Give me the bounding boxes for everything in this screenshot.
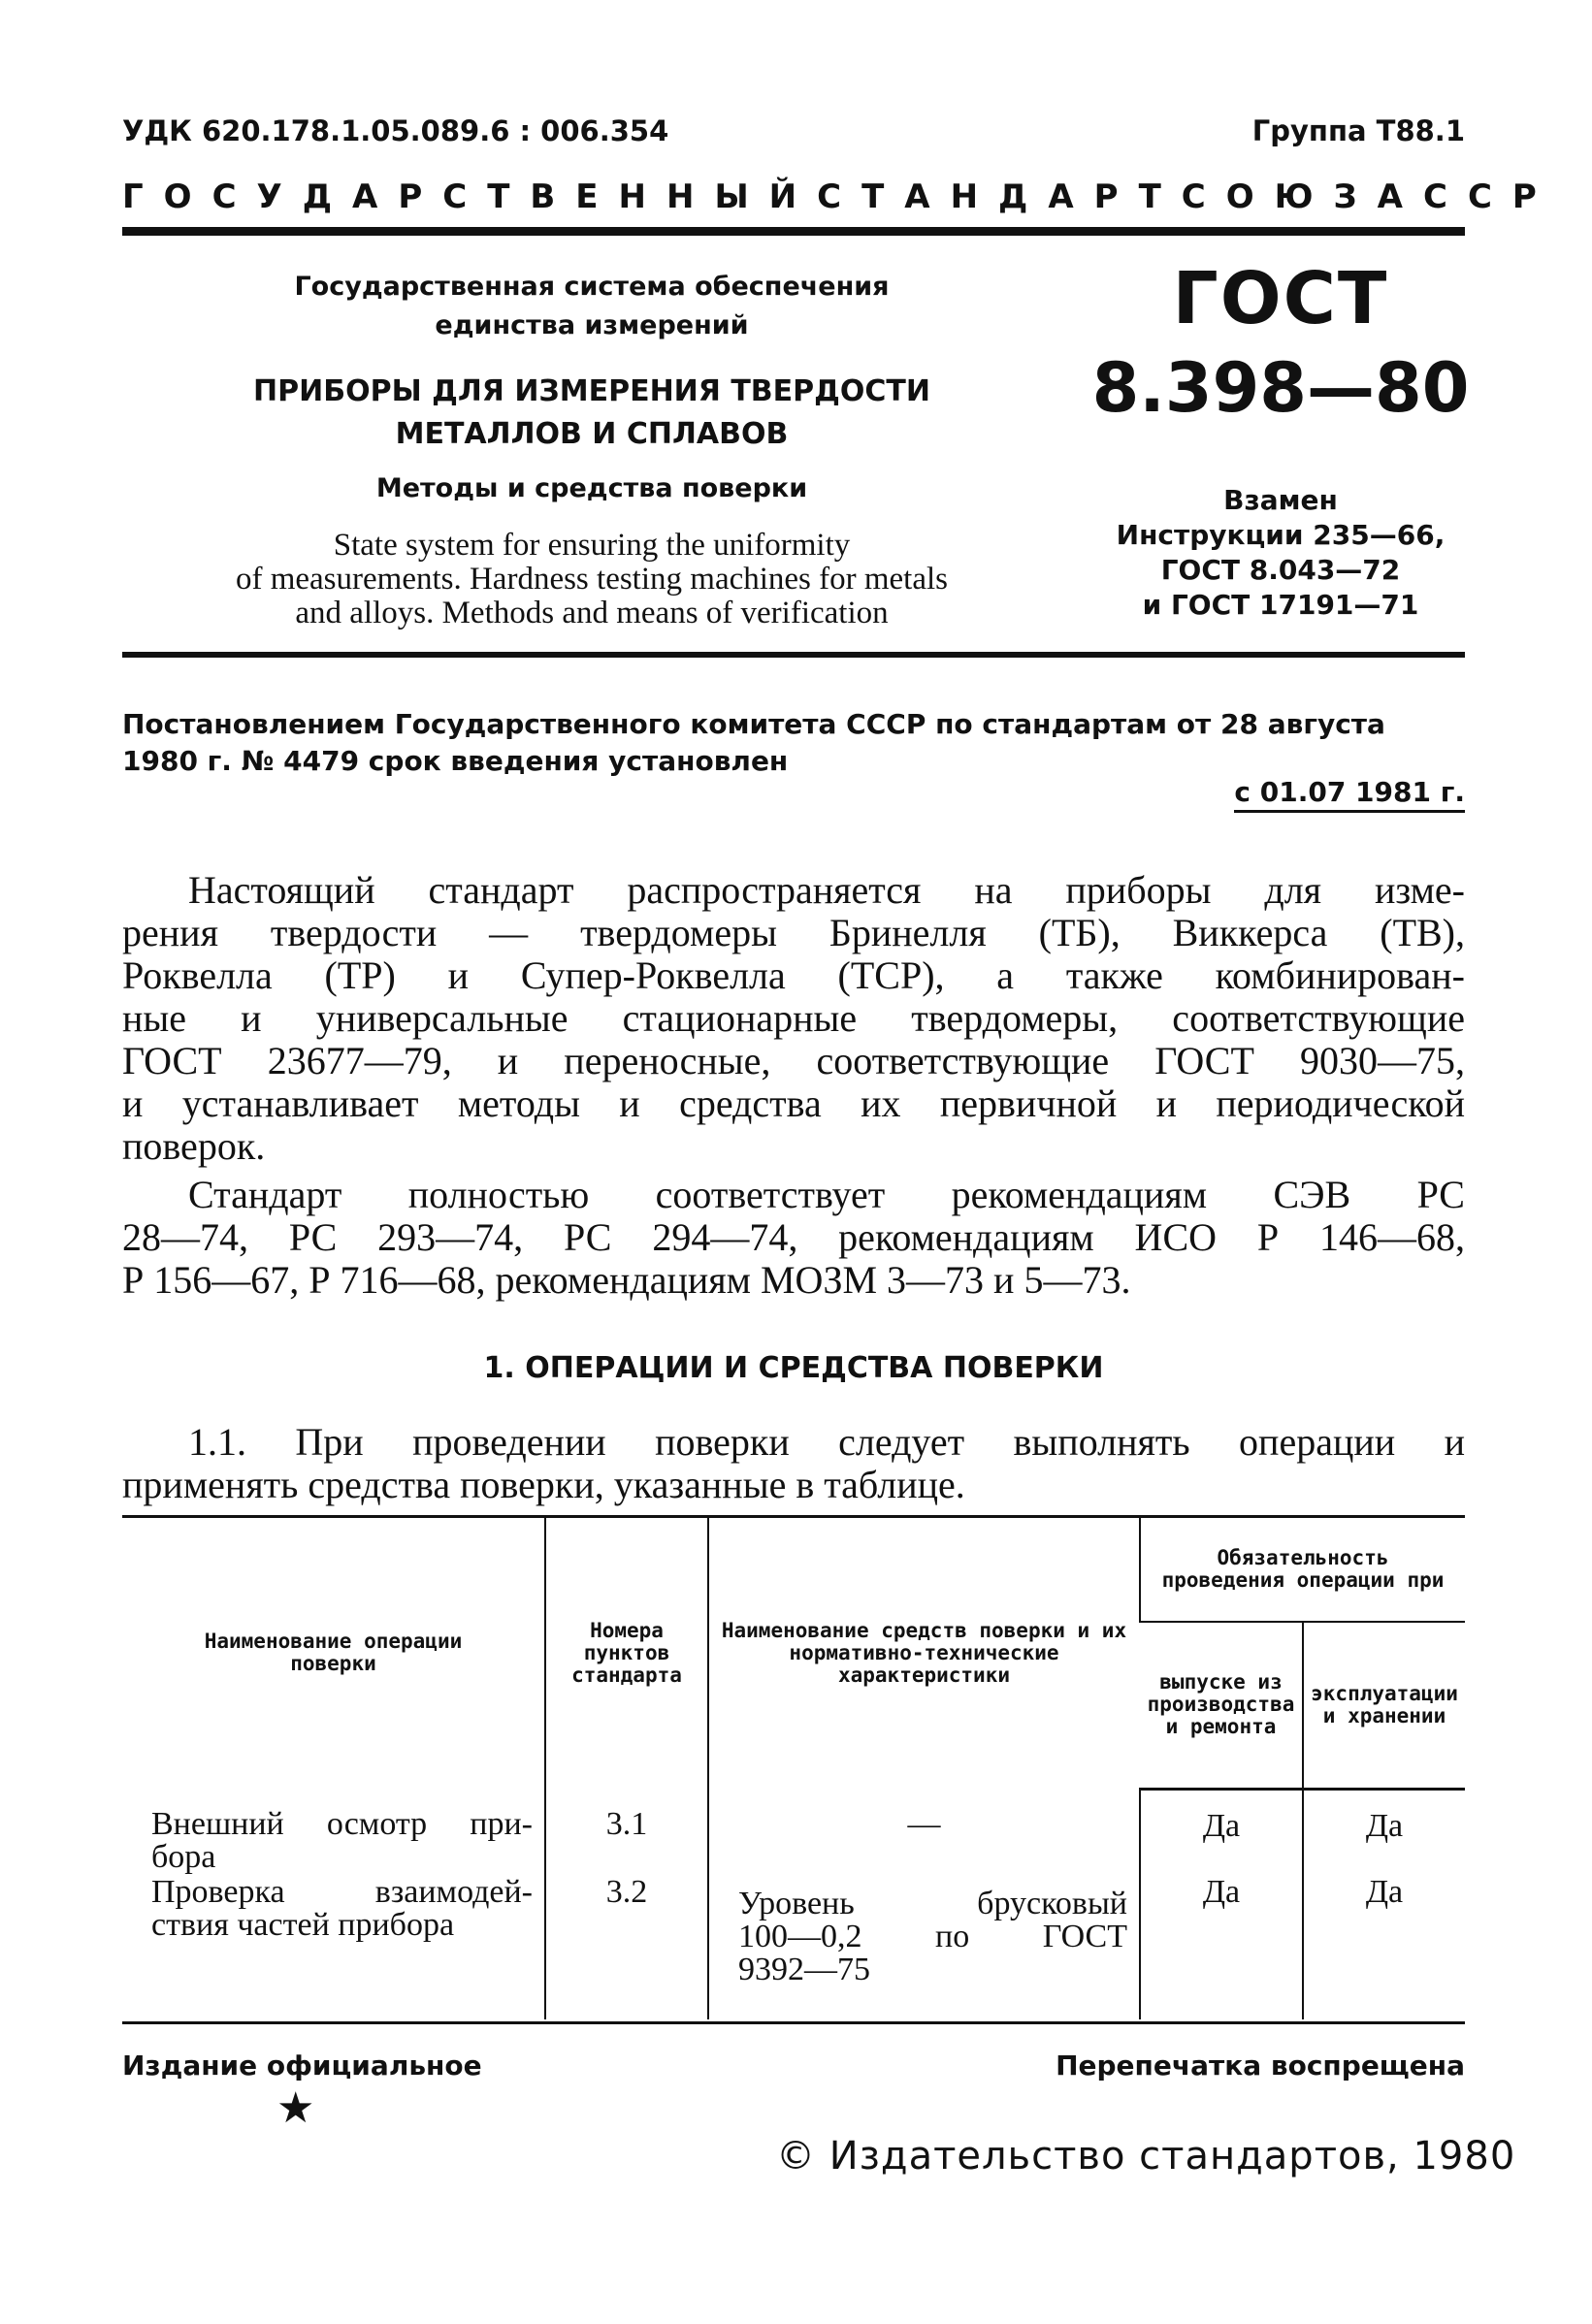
operation-cell <box>122 1874 545 2019</box>
paragraph-line: и устанавливает методы и средства их первичной и периодической <box>122 1081 1465 1125</box>
methods-subtitle: Методы и средства поверки <box>375 473 808 503</box>
header-bottom-rule <box>122 652 1465 658</box>
paragraph-line: ные и универсальные стационарные твердомеры, соответствующие <box>122 996 1465 1040</box>
col-header-operation: Наименование операции поверки <box>204 1630 463 1675</box>
banner-word: ГОСУДАРСТВЕННЫЙ <box>122 178 818 216</box>
top-thick-rule <box>122 227 1465 236</box>
cell-line: 9392—75 <box>738 1952 870 1987</box>
official-edition-note: Издание официальное <box>122 2050 482 2082</box>
document-title-line: ПРИБОРЫ ДЛЯ ИЗМЕРЕНИЯ ТВЕРДОСТИ <box>253 374 930 408</box>
cell-line: Уровень брусковый <box>738 1886 1127 1921</box>
paragraph-line: Настоящий стандарт распространяется на приборы для изме- <box>188 868 1465 912</box>
gost-number: 8.398—80 <box>1091 348 1470 428</box>
banner-word: СТАНДАРТ <box>817 178 1182 216</box>
reprint-prohibited-note: Перепечатка воспрещена <box>1056 2050 1465 2082</box>
col-header-means: Наименование средств поверки и их нормативно-технические характеристики <box>708 1517 1140 1789</box>
paragraph-line: Стандарт полностью соответствует рекомендациям СЭВ РС <box>188 1173 1465 1216</box>
decree-text <box>122 706 1465 780</box>
release-cell: Да <box>1140 1789 1303 1874</box>
section-heading: 1. ОПЕРАЦИИ И СРЕДСТВА ПОВЕРКИ <box>483 1351 1104 1385</box>
col-header-obligatory: Обязательность проведения операции при <box>1140 1517 1465 1622</box>
paragraph-line: Роквелла (ТР) и Супер-Роквелла (ТСР), а также комбинирован- <box>122 953 1465 997</box>
means-cell: — <box>708 1789 1140 1874</box>
system-title <box>223 268 960 345</box>
replaces-line: Взамен <box>1223 484 1338 516</box>
english-title-line: State system for ensuring the uniformity <box>333 528 851 563</box>
decree-line: Постановлением Государственного комитета СССР по стандартам от 28 августа <box>122 708 1385 740</box>
english-title-line: of measurements. Hardness testing machines for metals <box>235 562 949 597</box>
section-paragraph <box>122 1421 1465 1506</box>
system-title-line: единства измерений <box>435 310 749 340</box>
star-icon: ★ <box>276 2083 315 2133</box>
intro-paragraph <box>122 869 1465 1168</box>
means-cell <box>708 1874 1140 2019</box>
replaces-line: и ГОСТ 17191—71 <box>1142 589 1419 621</box>
banner-word: ССР <box>1423 178 1557 216</box>
col-header-operation-storage: эксплуатации и хранении <box>1303 1622 1465 1789</box>
replaces-line: Инструкции 235—66, <box>1116 519 1446 551</box>
col-header-clause: Номера пунктов стандарта <box>545 1517 708 1789</box>
cell-line: бора <box>151 1839 216 1875</box>
verification-table <box>122 1517 1465 2019</box>
table-row <box>122 1874 1465 2019</box>
operation-cell <box>122 1789 545 1874</box>
cell-line: ствия частей прибора <box>151 1907 455 1943</box>
cell-line: Внешний осмотр при- <box>151 1806 533 1842</box>
effective-date: с 01.07 1981 г. <box>1234 776 1465 813</box>
replaces-note <box>1077 483 1484 623</box>
table-row <box>122 1789 1465 1874</box>
udk-code: УДК 620.178.1.05.089.6 : 006.354 <box>122 114 669 147</box>
paragraph-line: ГОСТ 23677—79, и переносные, соответствующие ГОСТ 9030—75, <box>122 1039 1465 1082</box>
document-title-line: МЕТАЛЛОВ И СПЛАВОВ <box>395 417 789 451</box>
system-title-line: Государственная система обеспечения <box>294 272 890 302</box>
copyright-notice: © Издательство стандартов, 1980 <box>776 2134 1516 2179</box>
banner-word: СОЮЗА <box>1181 178 1423 216</box>
release-cell: Да <box>1140 1874 1303 2019</box>
operation-storage-cell: Да <box>1303 1789 1465 1874</box>
group-code: Группа Т88.1 <box>1251 114 1465 147</box>
paragraph-line: Р 156—67, Р 716—68, рекомендациям МОЗМ 3—73 и 5—73. <box>122 1258 1131 1302</box>
paragraph-line: применять средства поверки, указанные в таблице. <box>122 1463 965 1506</box>
cell-line: 100—0,2 по ГОСТ <box>738 1919 1127 1954</box>
footer-rule <box>122 2021 1465 2024</box>
replaces-line: ГОСТ 8.043—72 <box>1160 554 1401 586</box>
decree-line: 1980 г. № 4479 срок введения установлен <box>122 745 789 777</box>
gost-label: ГОСТ <box>1172 257 1389 340</box>
clause-cell: 3.1 <box>545 1789 708 1874</box>
operation-storage-cell: Да <box>1303 1874 1465 2019</box>
paragraph-line: 28—74, РС 293—74, РС 294—74, рекомендациям ИСО Р 146—68, <box>122 1215 1465 1259</box>
compliance-paragraph <box>122 1174 1465 1302</box>
col-header-release: выпуске из производства и ремонта <box>1140 1622 1303 1789</box>
cell-line: Проверка взаимодей- <box>151 1874 533 1910</box>
english-title-line: and alloys. Methods and means of verification <box>295 596 889 630</box>
clause-cell: 3.2 <box>545 1874 708 2019</box>
paragraph-line: 1.1. При проведении поверки следует выполнять операции и <box>188 1420 1465 1464</box>
state-standard-banner <box>122 178 1557 216</box>
document-title <box>223 371 960 456</box>
english-title <box>223 529 960 630</box>
paragraph-line: рения твердости — твердомеры Бринелля (ТБ), Виккерса (ТВ), <box>122 911 1465 954</box>
paragraph-line: поверок. <box>122 1124 266 1168</box>
